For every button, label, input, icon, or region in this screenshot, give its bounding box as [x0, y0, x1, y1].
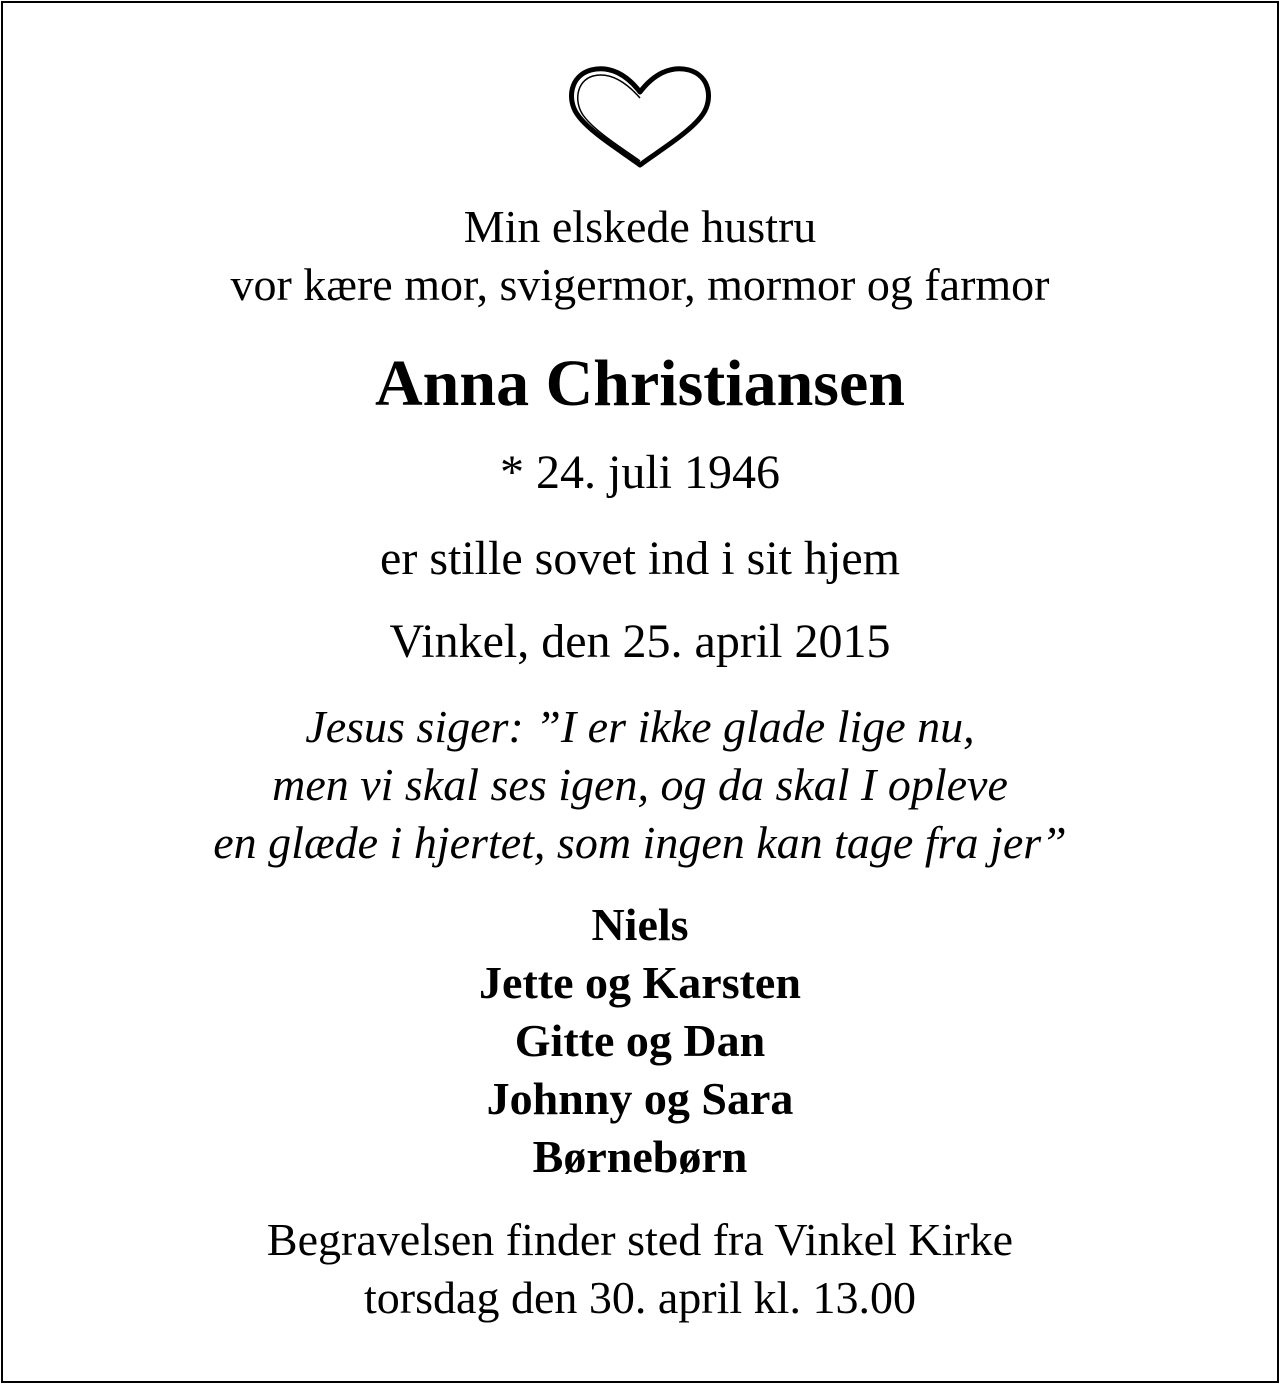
family-member: Niels — [591, 899, 689, 950]
verse-line-2: men vi skal ses igen, og da skal I opleve — [272, 759, 1008, 810]
passing-text: er stille sovet ind i sit hjem — [380, 532, 900, 585]
funeral-info — [0, 1211, 1280, 1327]
family-member: Johnny og Sara — [486, 1073, 794, 1124]
bible-verse — [0, 698, 1280, 872]
place-and-date: Vinkel, den 25. april 2015 — [389, 615, 891, 668]
family-member: Gitte og Dan — [514, 1015, 766, 1066]
heart-icon — [565, 62, 715, 172]
intro-line-1: Min elskede hustru — [463, 201, 817, 252]
verse-line-3: en glæde i hjertet, som ingen kan tage fra jer” — [213, 817, 1067, 868]
family-member: Børnebørn — [532, 1131, 748, 1182]
birth-date: * 24. juli 1946 — [499, 446, 780, 499]
funeral-line-2: torsdag den 30. april kl. 13.00 — [364, 1272, 916, 1323]
funeral-line-1: Begravelsen finder sted fra Vinkel Kirke — [266, 1214, 1014, 1265]
verse-line-1: Jesus siger: ”I er ikke glade lige nu, — [305, 701, 975, 752]
family-signatures — [0, 896, 1280, 1186]
family-member: Jette og Karsten — [479, 957, 801, 1008]
intro-line-2: vor kære mor, svigermor, mormor og farmor — [230, 259, 1050, 310]
deceased-name: Anna Christiansen — [375, 347, 905, 420]
intro-text — [0, 198, 1280, 314]
